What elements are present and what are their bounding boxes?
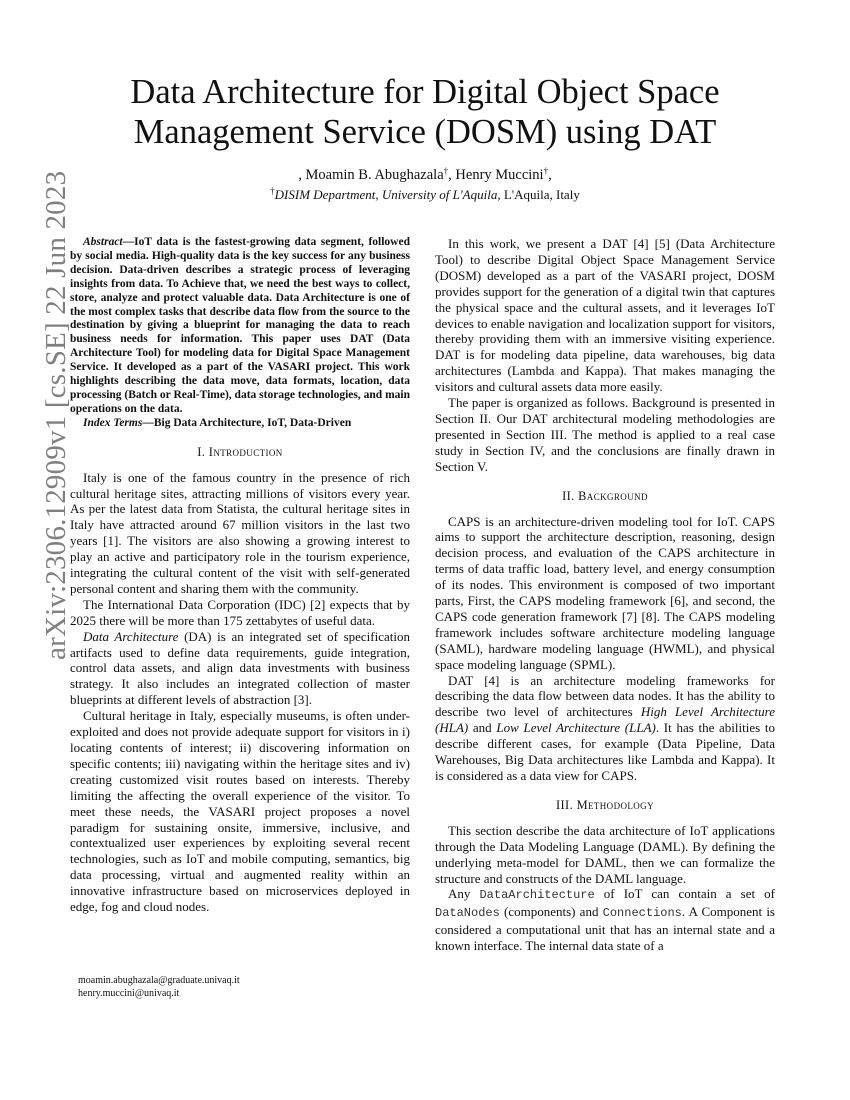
term-lla: Low Level Architecture (LLA) <box>496 720 656 736</box>
code-data-architecture: DataArchitecture <box>479 888 595 903</box>
abstract <box>70 236 410 431</box>
m-text: (components) and <box>499 904 603 920</box>
affiliation-mark: † <box>443 166 449 176</box>
bg-text: and <box>468 720 497 736</box>
affiliation <box>75 187 775 203</box>
background-paragraph-2 <box>435 673 775 784</box>
index-terms-label: Index Terms <box>83 416 143 429</box>
intro-paragraph-3 <box>70 629 410 709</box>
footnote-email-1: moamin.abughazala@graduate.univaq.it <box>78 975 240 986</box>
abstract-text: —IoT data is the fastest-growing data segment, followed by social media. High-quality data is the key success for any business decision. Data-driven describes a strategic process of leveraging insights from data. To Achieve that, we need the best ways to collect, store, analyze and protect valuable data. Data Architecture is one of the most complex tasks that describe data flow from the source to the destination by giving a blueprint for managing the data to reach business needs for information. This paper uses DAT (Data Architecture Tool) for modeling data for Digital Space Management Service. It developed as a part of the VASARI project. This work highlights describing the data move, data formats, location, data processing (Batch or Real-Time), data storage technologies, and main operations on the data. <box>70 236 410 415</box>
term-hla: High Level Architecture (HLA) <box>435 704 775 736</box>
section-heading-introduction: I. Introduction <box>197 444 283 459</box>
right-column <box>435 236 775 954</box>
section-heading-background: II. Background <box>562 488 648 503</box>
left-column <box>70 236 410 915</box>
intro-paragraph-1: Italy is one of the famous country in the presence of rich cultural heritage sites, attracting millions of visitors every year. As per the latest data from Statista, the cultural heritage sites in Italy have attracted around 67 million visitors in the last two years [1]. The visitors are also showing a growing interest to play an active and participatory role in the tourism experience, integrating the cultural content of the visit with self-generated personal content and sharing them with the community. <box>70 469 410 596</box>
author-suffix: , <box>548 167 552 183</box>
section-heading-methodology: III. Methodology <box>556 797 654 812</box>
index-terms <box>70 417 410 431</box>
footnote-email-2: henry.muccini@univaq.it <box>78 987 180 999</box>
arxiv-identifier: arXiv:2306.12909v1 [cs.SE] 22 Jun 2023 <box>40 170 72 660</box>
author-list <box>75 167 775 184</box>
affiliation-mark: † <box>270 186 275 196</box>
methodology-paragraph-1: This section describe the data architecture of IoT applications through the Data Modeling Language (DAML). By defining the underlying meta-model for DAML, then we can formalize the structure and constructs of the DAML language. <box>435 822 775 886</box>
m-text: . A Component is considered a computational unit that has an internal state and a known interface. The internal data state of a <box>435 904 775 954</box>
intro-paragraph-4: Cultural heritage in Italy, especially museums, is often under-exploited and does not provide adequate support for visitors in i) locating contents of interest; ii) discovering information on specific contents; iii) navigating within the heritage sites and iv) creating customized visit routes based on interests. Thereby limiting the affecting the overall experience of the visitor. To meet these needs, the VASARI project proposes a novel paradigm for sustaining onsite, immersive, inclusive, and contextualized user experiences by exploiting several recent technologies, such as IoT and mobile computing, semantics, big data processing, virtual and augmented reality within an innovative infrastructure based on microservices deployed in edge, fog and cloud nodes. <box>70 708 410 915</box>
title-line-1: Data Architecture for Digital Object Space <box>130 73 720 111</box>
m-text: Any <box>448 886 480 902</box>
code-data-nodes: DataNodes <box>435 906 500 921</box>
affiliation-place: , L'Aquila, Italy <box>497 187 580 202</box>
right-paragraph-1: In this work, we present a DAT [4] [5] (Data Architecture Tool) to describe Digital Object Space Management Service (DOSM) developed as a part of the VASARI project, DOSM provides support for the generation of a digital twin that captures the physical space and the cultural assets, and it leverages IoT devices to enable navigation and localization support for visitors, thereby providing them with an immersive visiting experience. DAT is for modeling data pipeline, data warehouses, big data architectures (Lambda and Kappa). That makes managing the visitors and cultural assets data more easily. <box>435 236 775 395</box>
affiliation-mark: † <box>543 166 549 176</box>
background-paragraph-1: CAPS is an architecture-driven modeling tool for IoT. CAPS aims to support the architecture description, reasoning, design decision process, and evaluation of the CAPS architecture in terms of data traffic load, battery level, and energy consumption of its nodes. This environment is composed of two important parts, First, the CAPS modeling framework [6], and second, the CAPS code generation framework [7] [8]. The CAPS modeling framework includes software architecture modeling language (SAML), hardware modeling language (HWML), and physical space modeling language (SPML). <box>435 513 775 672</box>
code-connections: Connections <box>602 906 682 921</box>
footnote <box>70 975 410 1000</box>
m-text: of IoT can contain a set of <box>594 886 775 902</box>
author-2: , Henry Muccini <box>448 167 544 183</box>
author-1: , Moamin B. Abughazala <box>298 167 444 183</box>
abstract-label: Abstract <box>83 236 123 248</box>
affiliation-dept: DISIM Department, University of L'Aquila <box>274 187 498 202</box>
bg-text: . It has the abilities to describe different cases, for example (Data Pipeline, Data Warehouses, Big Data architectures like Lambda and Kappa). It is considered as a data view for CAPS. <box>435 720 776 783</box>
bg-text: DAT [4] is an architecture modeling frameworks for describing the data flow between data nodes. It has the ability to describe two level of architectures <box>435 672 775 720</box>
right-paragraph-2: The paper is organized as follows. Background is presented in Section II. Our DAT architectural modeling methodologies are presented in Section III. The method is applied to a real case study in Section IV, and the conclusions are finally drawn in Section V. <box>435 395 775 474</box>
term-data-architecture: Data Architecture <box>83 628 179 644</box>
title-line-2: Management Service (DOSM) using DAT <box>133 113 717 151</box>
methodology-paragraph-2 <box>435 886 775 954</box>
index-terms-text: —Big Data Architecture, IoT, Data-Driven <box>142 416 352 429</box>
intro-paragraph-2: The International Data Corporation (IDC) [2] expects that by 2025 there will be more than 175 zettabytes of useful data. <box>70 596 410 628</box>
intro-paragraph-3-text: (DA) is an integrated set of specification artifacts used to define data requirements, guide integration, control data assets, and align data investments with business strategy. It also includes an integrated collection of master blueprints at different levels of abstraction [3]. <box>70 628 410 708</box>
paper-title <box>75 72 775 152</box>
